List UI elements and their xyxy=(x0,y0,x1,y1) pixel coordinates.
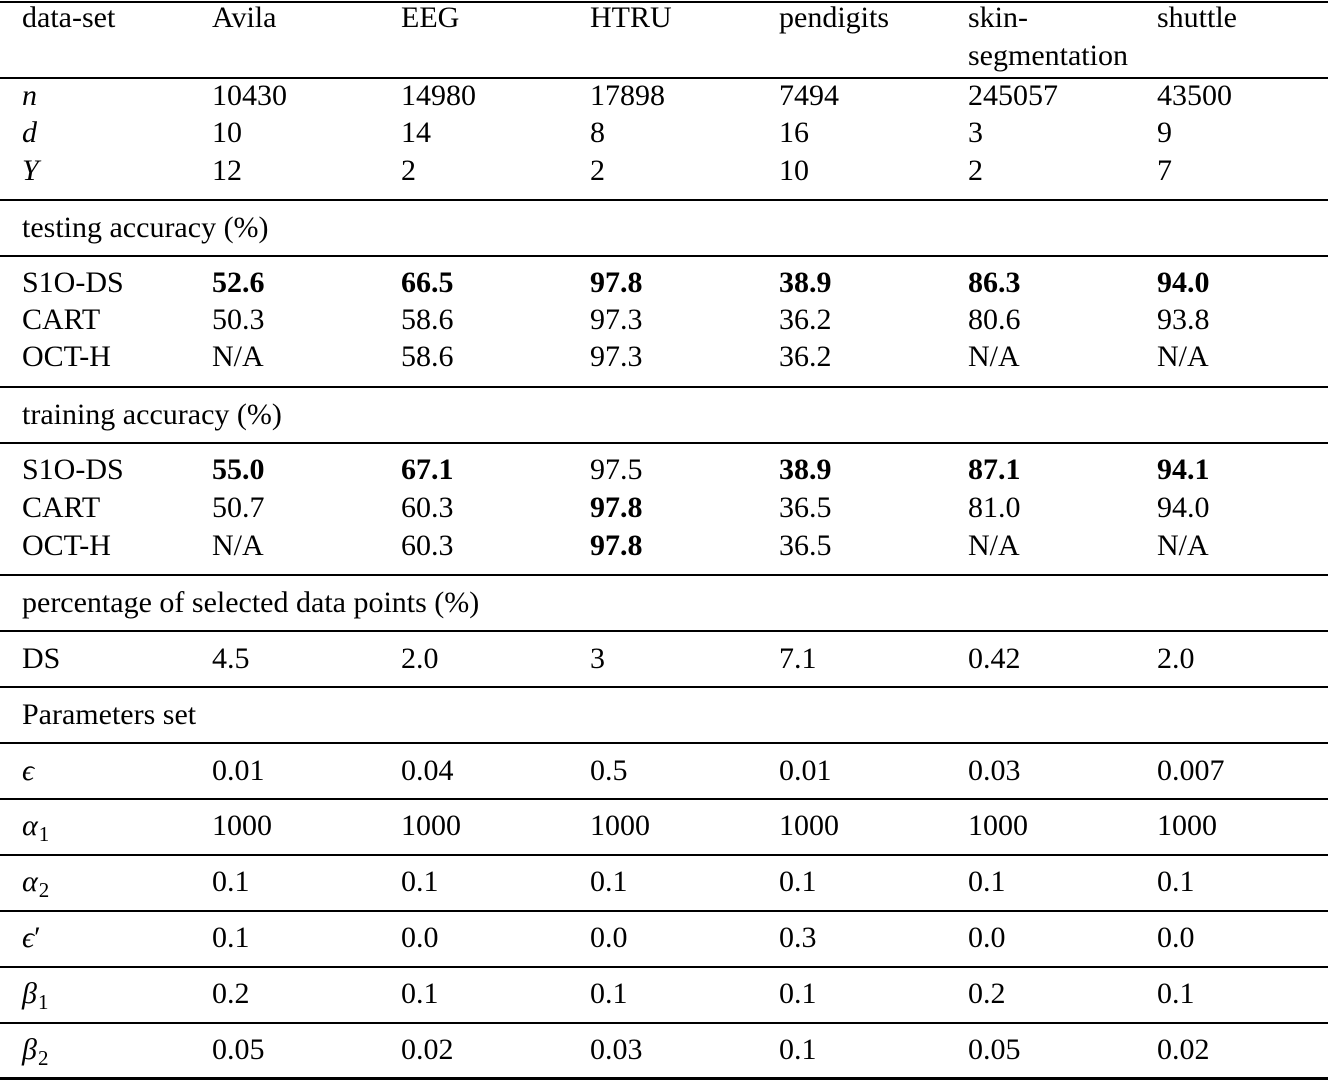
param-symbol: ϵ′ xyxy=(22,921,41,954)
param-symbol: ϵ xyxy=(22,754,35,787)
cell: 12 xyxy=(212,154,242,187)
cell: N/A xyxy=(968,340,1020,373)
cell: 0.1 xyxy=(590,865,628,898)
section-rule xyxy=(0,442,1328,444)
cell: 94.1 xyxy=(1157,453,1210,486)
testing-row-s1o-ds xyxy=(0,265,1328,301)
cell: 36.5 xyxy=(779,491,832,524)
section-rule xyxy=(0,386,1328,388)
cell: 97.8 xyxy=(590,266,643,299)
param-row-alpha1 xyxy=(0,808,1328,844)
cell: 1000 xyxy=(212,809,272,842)
cell: 8 xyxy=(590,116,605,149)
section-title-training: training accuracy (%) xyxy=(22,398,282,431)
param-row-beta2 xyxy=(0,1032,1328,1068)
stats-row-n xyxy=(0,78,1328,114)
cell: N/A xyxy=(1157,529,1209,562)
testing-row-cart xyxy=(0,302,1328,338)
cell: 10430 xyxy=(212,79,287,112)
row-label: d xyxy=(22,116,37,149)
cell: 60.3 xyxy=(401,491,454,524)
cell: 93.8 xyxy=(1157,303,1210,336)
cell: 0.0 xyxy=(590,921,628,954)
cell: 2 xyxy=(401,154,416,187)
cell: 0.2 xyxy=(212,977,250,1010)
section-rule xyxy=(0,199,1328,201)
column-header-skin-line2: segmentation xyxy=(968,39,1128,72)
row-label: OCT-H xyxy=(22,340,111,373)
stats-row-y xyxy=(0,153,1328,189)
cell: 10 xyxy=(212,116,242,149)
cell: 7 xyxy=(1157,154,1172,187)
cell: 36.2 xyxy=(779,340,832,373)
cell: 2.0 xyxy=(401,642,439,675)
cell: 86.3 xyxy=(968,266,1021,299)
cell: 14 xyxy=(401,116,431,149)
cell: 55.0 xyxy=(212,453,265,486)
cell: 97.3 xyxy=(590,340,643,373)
row-label: DS xyxy=(22,642,61,675)
selected-row-ds xyxy=(0,641,1328,677)
header-label: data-set xyxy=(22,1,116,34)
cell: 0.05 xyxy=(968,1033,1021,1066)
param-row-beta1 xyxy=(0,976,1328,1012)
column-header-eeg: EEG xyxy=(401,1,460,34)
training-row-s1o-ds xyxy=(0,452,1328,488)
cell: 2 xyxy=(968,154,983,187)
cell: 36.5 xyxy=(779,529,832,562)
row-label: CART xyxy=(22,491,101,524)
cell: 1000 xyxy=(590,809,650,842)
cell: 0.3 xyxy=(779,921,817,954)
cell: N/A xyxy=(1157,340,1209,373)
bottom-rule xyxy=(0,1077,1328,1080)
cell: 0.0 xyxy=(1157,921,1195,954)
section-rule xyxy=(0,574,1328,576)
section-rule xyxy=(0,966,1328,968)
section-rule xyxy=(0,798,1328,800)
cell: 97.8 xyxy=(590,529,643,562)
section-title-parameters: Parameters set xyxy=(22,698,197,731)
section-rule xyxy=(0,910,1328,912)
cell: 0.03 xyxy=(968,754,1021,787)
section-rule xyxy=(0,255,1328,257)
column-header-avila: Avila xyxy=(212,1,277,34)
section-rule xyxy=(0,686,1328,688)
cell: 58.6 xyxy=(401,303,454,336)
cell: 0.04 xyxy=(401,754,454,787)
cell: 14980 xyxy=(401,79,476,112)
column-header-pendigits: pendigits xyxy=(779,1,889,34)
column-header-htru: HTRU xyxy=(590,1,672,34)
row-label: n xyxy=(22,79,37,112)
row-label: S1O-DS xyxy=(22,266,124,299)
cell: 0.1 xyxy=(1157,977,1195,1010)
cell: N/A xyxy=(212,529,264,562)
cell: 38.9 xyxy=(779,266,832,299)
cell: 1000 xyxy=(779,809,839,842)
cell: 0.02 xyxy=(1157,1033,1210,1066)
section-rule xyxy=(0,742,1328,744)
row-label: CART xyxy=(22,303,101,336)
column-header-skin-line1: skin- xyxy=(968,1,1028,34)
cell: 0.42 xyxy=(968,642,1021,675)
cell: 0.1 xyxy=(590,977,628,1010)
cell: 43500 xyxy=(1157,79,1232,112)
cell: 58.6 xyxy=(401,340,454,373)
cell: 2 xyxy=(590,154,605,187)
cell: 0.02 xyxy=(401,1033,454,1066)
testing-row-oct-h xyxy=(0,339,1328,375)
row-label: OCT-H xyxy=(22,529,111,562)
cell: 17898 xyxy=(590,79,665,112)
cell: 94.0 xyxy=(1157,491,1210,524)
cell: 97.8 xyxy=(590,491,643,524)
section-title-testing: testing accuracy (%) xyxy=(22,211,269,244)
cell: 0.05 xyxy=(212,1033,265,1066)
cell: 16 xyxy=(779,116,809,149)
cell: 245057 xyxy=(968,79,1058,112)
param-row-alpha2 xyxy=(0,864,1328,900)
cell: 36.2 xyxy=(779,303,832,336)
cell: 0.01 xyxy=(779,754,832,787)
cell: 97.5 xyxy=(590,453,643,486)
cell: 52.6 xyxy=(212,266,265,299)
cell: 60.3 xyxy=(401,529,454,562)
cell: 38.9 xyxy=(779,453,832,486)
cell: 80.6 xyxy=(968,303,1021,336)
cell: 4.5 xyxy=(212,642,250,675)
cell: 0.0 xyxy=(968,921,1006,954)
cell: 10 xyxy=(779,154,809,187)
cell: 1000 xyxy=(401,809,461,842)
row-label: Y xyxy=(22,154,39,187)
cell: 0.0 xyxy=(401,921,439,954)
param-symbol: $\beta_2$ xyxy=(22,1033,49,1070)
cell: 0.1 xyxy=(779,977,817,1010)
cell: 2.0 xyxy=(1157,642,1195,675)
cell: 50.3 xyxy=(212,303,265,336)
cell: 50.7 xyxy=(212,491,265,524)
cell: 0.1 xyxy=(779,1033,817,1066)
cell: 0.1 xyxy=(212,921,250,954)
cell: 0.1 xyxy=(968,865,1006,898)
cell: 97.3 xyxy=(590,303,643,336)
section-rule xyxy=(0,630,1328,632)
cell: 0.5 xyxy=(590,754,628,787)
section-title-selected: percentage of selected data points (%) xyxy=(22,586,480,619)
cell: 9 xyxy=(1157,116,1172,149)
param-row-epsilon xyxy=(0,753,1328,789)
cell: 3 xyxy=(590,642,605,675)
training-row-oct-h xyxy=(0,528,1328,564)
cell: 0.2 xyxy=(968,977,1006,1010)
cell: 87.1 xyxy=(968,453,1021,486)
param-symbol: $\alpha_2$ xyxy=(22,865,50,902)
cell: 67.1 xyxy=(401,453,454,486)
cell: 0.1 xyxy=(401,865,439,898)
cell: 1000 xyxy=(968,809,1028,842)
param-symbol: $\alpha_1$ xyxy=(22,809,50,846)
cell: 7.1 xyxy=(779,642,817,675)
section-rule xyxy=(0,1022,1328,1024)
cell: 0.01 xyxy=(212,754,265,787)
cell: 7494 xyxy=(779,79,839,112)
stats-row-d xyxy=(0,115,1328,151)
cell: 3 xyxy=(968,116,983,149)
param-symbol: $\beta_1$ xyxy=(22,977,49,1014)
cell: 1000 xyxy=(1157,809,1217,842)
cell: 0.1 xyxy=(779,865,817,898)
cell: 0.1 xyxy=(1157,865,1195,898)
cell: 81.0 xyxy=(968,491,1021,524)
cell: 0.007 xyxy=(1157,754,1225,787)
cell: N/A xyxy=(212,340,264,373)
section-rule xyxy=(0,854,1328,856)
training-row-cart xyxy=(0,490,1328,526)
param-row-epsilon-prime xyxy=(0,920,1328,956)
column-header-shuttle: shuttle xyxy=(1157,1,1237,34)
cell: 66.5 xyxy=(401,266,454,299)
cell: 0.1 xyxy=(401,977,439,1010)
row-label: S1O-DS xyxy=(22,453,124,486)
cell: 94.0 xyxy=(1157,266,1210,299)
cell: 0.1 xyxy=(212,865,250,898)
cell: 0.03 xyxy=(590,1033,643,1066)
cell: N/A xyxy=(968,529,1020,562)
